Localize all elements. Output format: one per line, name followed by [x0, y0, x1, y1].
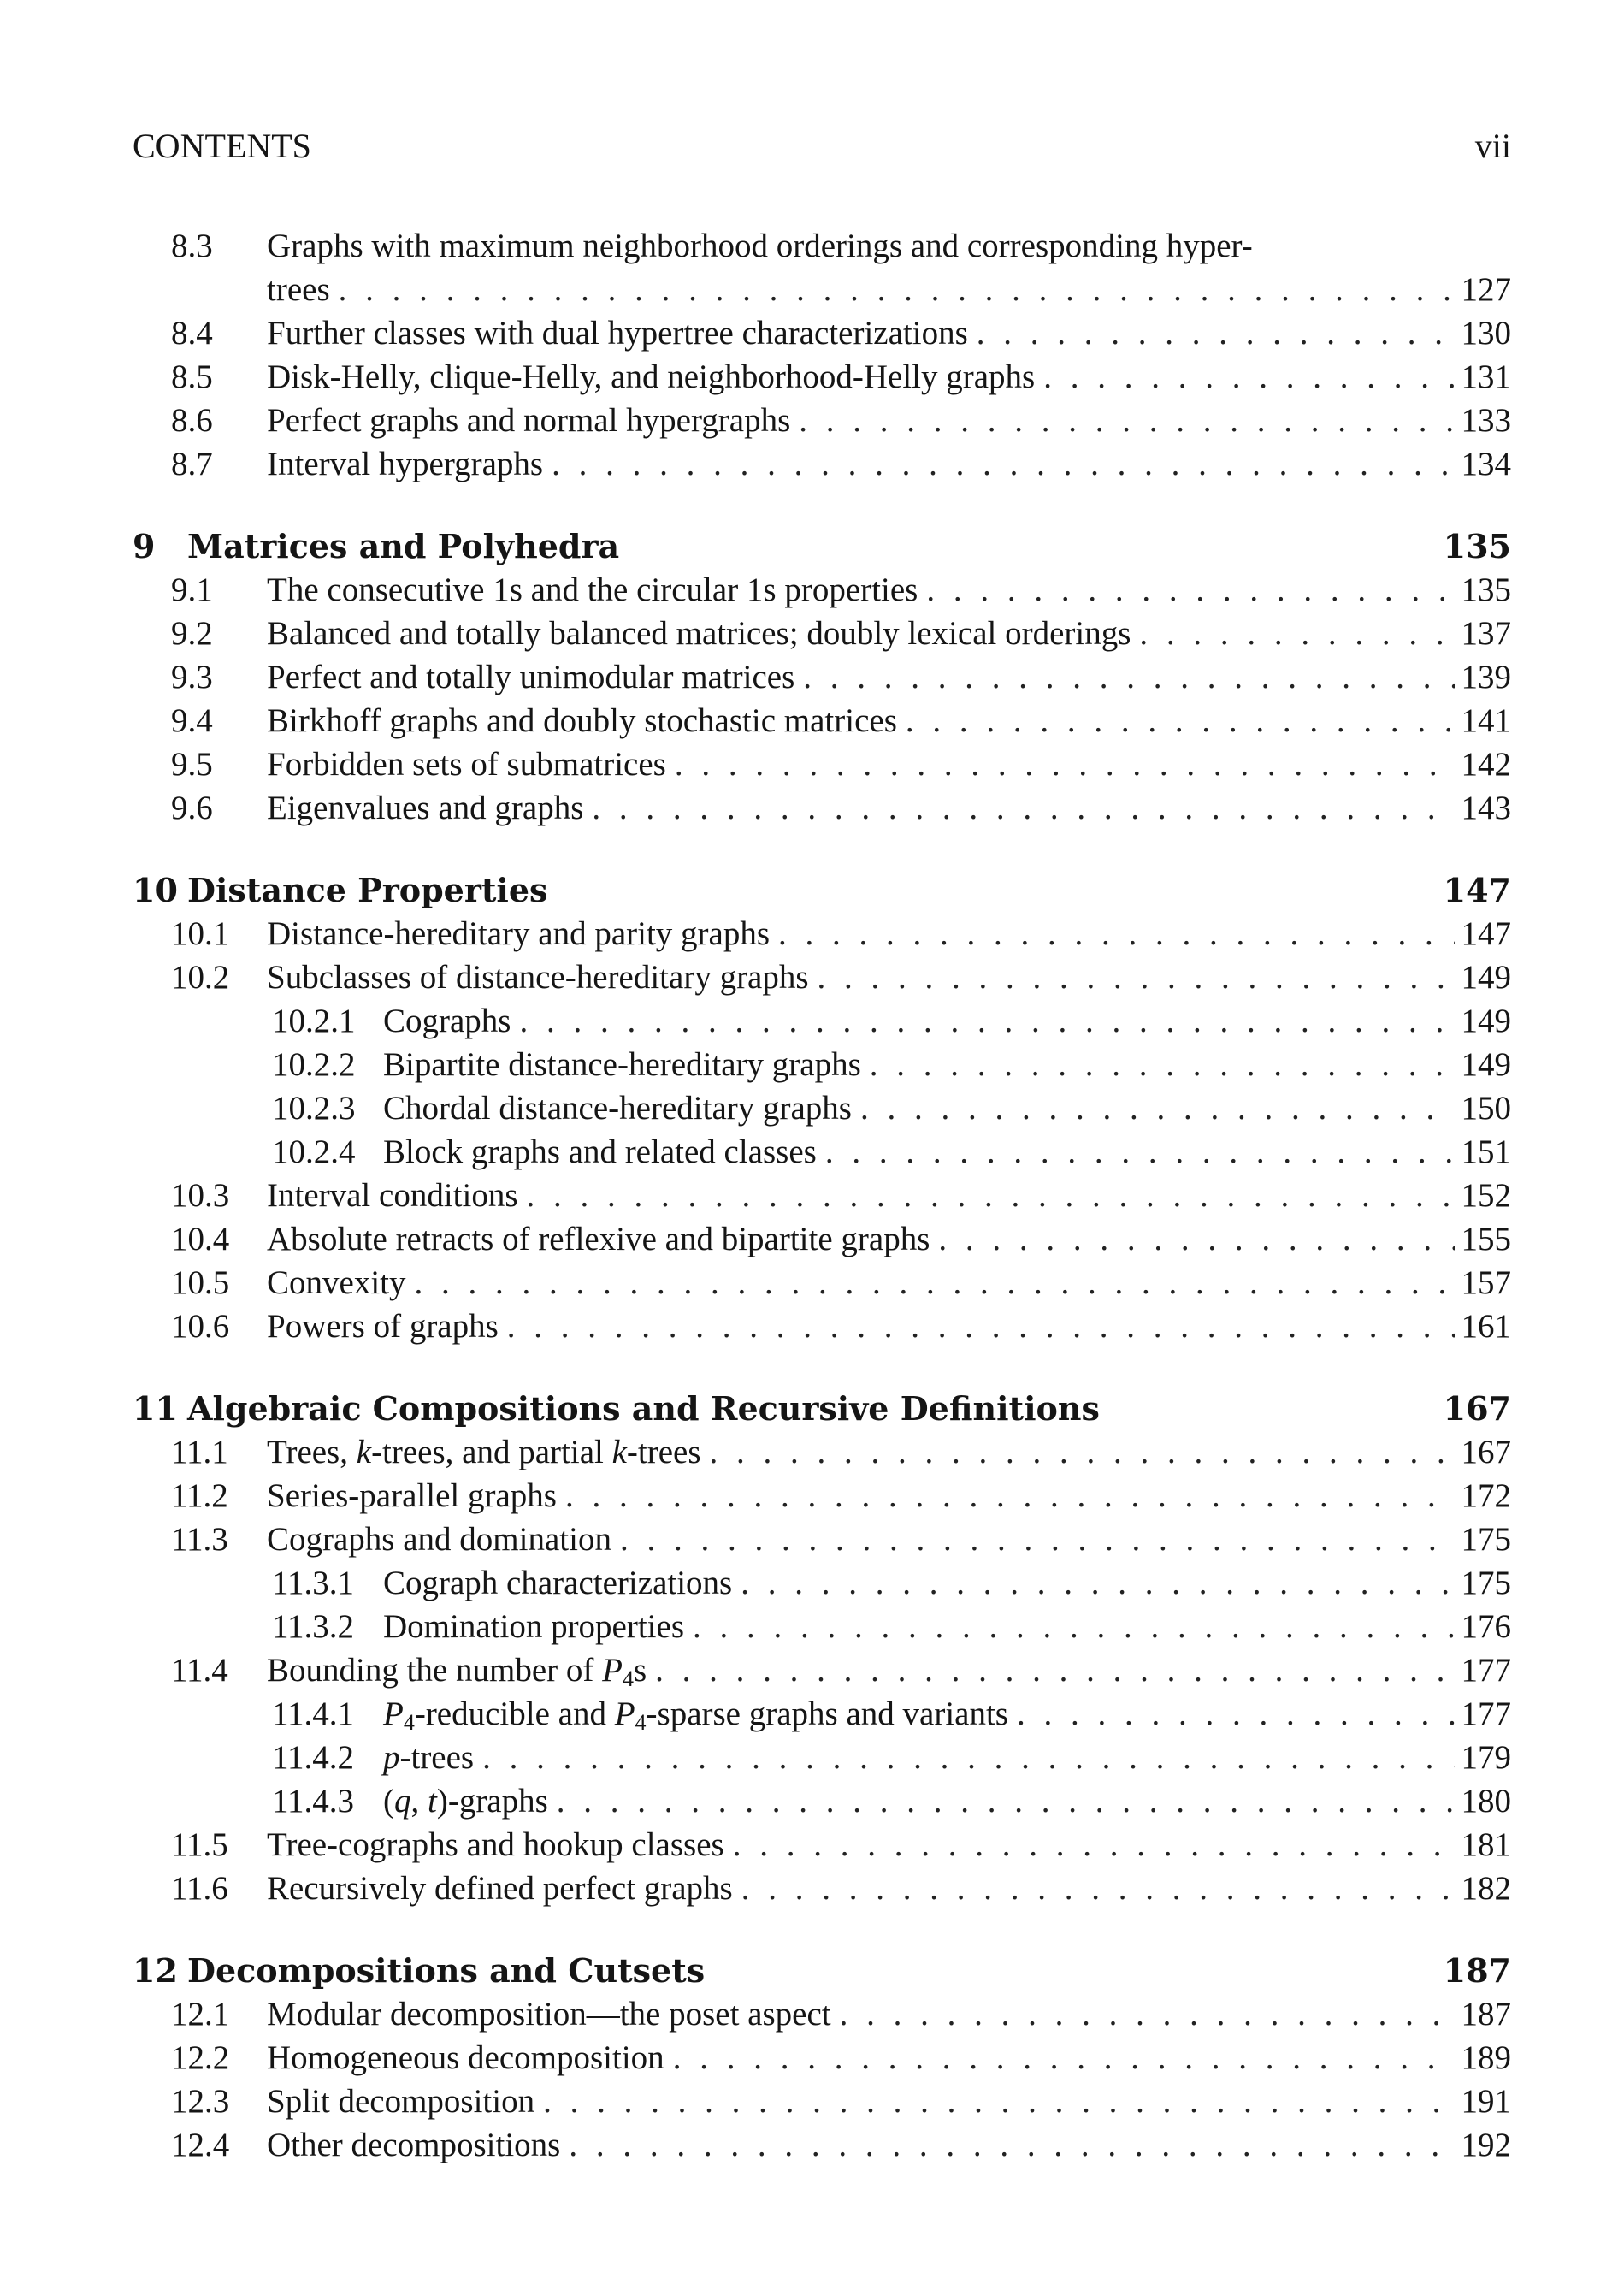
section-page: 151: [1461, 1133, 1511, 1170]
toc-entry: [133, 311, 1511, 355]
section-page: 139: [1461, 659, 1511, 695]
chapter-title: Decompositions and Cutsets: [187, 1951, 706, 1990]
dot-leader: [710, 1430, 1455, 1474]
section-page: 157: [1461, 1264, 1511, 1301]
section-number: 8.3: [171, 228, 213, 264]
dot-leader: [1017, 1692, 1455, 1736]
toc-entry: [133, 1518, 1511, 1561]
section-page: 181: [1461, 1826, 1511, 1863]
section-number: 10.2.4: [272, 1133, 356, 1170]
section-number: 10.2.2: [272, 1046, 356, 1083]
section-number: 12.2: [171, 2039, 230, 2076]
toc-entry: [133, 2036, 1511, 2080]
section-title: Cographs and domination: [267, 1521, 611, 1558]
dot-leader: [552, 442, 1454, 486]
section-number: 11.4: [171, 1652, 228, 1689]
chapter-page: 167: [1443, 1389, 1511, 1428]
section-number: 9.4: [171, 702, 213, 739]
section-page: 149: [1461, 1046, 1511, 1083]
section-page: 172: [1461, 1477, 1511, 1514]
toc-subentry: [133, 1561, 1511, 1605]
section-title: Bounding the number of $P_4s$: [267, 1652, 647, 1691]
dot-leader: [673, 2036, 1455, 2080]
section-title: Graphs with maximum neighborhood orderings and corresponding hyper-: [267, 228, 1253, 264]
section-number: 10.2.1: [272, 1003, 356, 1039]
section-page: 149: [1461, 1003, 1511, 1039]
section-number: 11.4.3: [272, 1783, 355, 1820]
table-of-contents: [133, 224, 1511, 2167]
section-number: 10.6: [171, 1308, 230, 1345]
section-title: Block graphs and related classes: [383, 1133, 817, 1170]
section-title: $P_4$-reducible and $P_4$-sparse graphs and variants: [383, 1695, 1008, 1735]
dot-leader: [778, 912, 1454, 956]
section-page: 137: [1461, 615, 1511, 652]
running-header-title: CONTENTS: [133, 126, 311, 165]
section-number: 9.1: [171, 571, 213, 608]
toc-entry: [133, 655, 1511, 699]
chapter-heading: [133, 524, 1511, 568]
chapter-heading: [133, 868, 1511, 912]
section-page: 131: [1461, 358, 1511, 395]
chapter-number: 9: [133, 527, 156, 565]
section-number: 11.3.1: [272, 1565, 355, 1601]
section-page: 135: [1461, 571, 1511, 608]
toc-entry: [133, 956, 1511, 999]
toc-entry: [133, 1474, 1511, 1518]
dot-leader: [655, 1648, 1454, 1692]
section-number: 11.6: [171, 1870, 228, 1907]
chapter-page: 147: [1443, 871, 1511, 909]
dot-leader: [733, 1823, 1455, 1867]
section-title: (q, t)-graphs: [383, 1783, 548, 1820]
section-number: 9.3: [171, 659, 213, 695]
dot-leader: [1043, 355, 1454, 399]
toc-subentry: [133, 1043, 1511, 1086]
dot-leader: [741, 1867, 1455, 1910]
dot-leader: [543, 2080, 1454, 2123]
section-title: Homogeneous decomposition: [267, 2039, 664, 2076]
dot-leader: [675, 743, 1455, 786]
dot-leader: [860, 1086, 1455, 1130]
section-number: 11.4.2: [272, 1739, 355, 1776]
section-page: 191: [1461, 2083, 1511, 2120]
section-number: 8.4: [171, 315, 213, 352]
section-title: Balanced and totally balanced matrices; doubly lexical orderings: [267, 615, 1131, 652]
toc-entry: [133, 1867, 1511, 1910]
section-title: Perfect graphs and normal hypergraphs: [267, 402, 791, 439]
dot-leader: [507, 1305, 1455, 1348]
section-page: 155: [1461, 1221, 1511, 1257]
section-number: 10.2: [171, 959, 230, 996]
dot-leader: [926, 568, 1454, 612]
dot-leader: [339, 268, 1455, 311]
section-title: Other decompositions: [267, 2127, 561, 2163]
chapter-title: Algebraic Compositions and Recursive Definitions: [187, 1389, 1100, 1428]
toc-entry-continuation: [133, 268, 1511, 311]
section-title: Interval conditions: [267, 1177, 518, 1214]
section-number: 10.1: [171, 915, 230, 952]
section-title: Interval hypergraphs: [267, 446, 544, 482]
toc-entry: [133, 743, 1511, 786]
section-number: 10.3: [171, 1177, 230, 1214]
section-title: Disk-Helly, clique-Helly, and neighborhood-Helly graphs: [267, 358, 1036, 395]
toc-entry: [133, 612, 1511, 655]
section-page: 150: [1461, 1090, 1511, 1127]
section-title: Recursively defined perfect graphs: [267, 1870, 733, 1907]
section-number: 11.5: [171, 1826, 228, 1863]
section-number: 11.1: [171, 1434, 228, 1470]
toc-entry: [133, 699, 1511, 743]
toc-entry: [133, 224, 1511, 268]
section-number: 11.2: [171, 1477, 228, 1514]
toc-entry: [133, 1217, 1511, 1261]
section-title: Series-parallel graphs: [267, 1477, 557, 1514]
dot-leader: [825, 1130, 1455, 1174]
dot-leader: [592, 786, 1454, 830]
section-title: Modular decomposition—the poset aspect: [267, 1996, 831, 2033]
dot-leader: [569, 2123, 1454, 2167]
toc-entry: [133, 442, 1511, 486]
section-title: Trees, k-trees, and partial k-trees: [267, 1434, 701, 1470]
section-title: Chordal distance-hereditary graphs: [383, 1090, 852, 1127]
section-page: 152: [1461, 1177, 1511, 1214]
chapter-heading: [133, 1949, 1511, 1992]
dot-leader: [557, 1779, 1455, 1823]
dot-leader: [741, 1561, 1454, 1605]
toc-entry: [133, 1174, 1511, 1217]
section-number: 8.5: [171, 358, 213, 395]
toc-subentry: [133, 1692, 1511, 1736]
section-page: 130: [1461, 315, 1511, 352]
running-header: [133, 121, 1511, 169]
dot-leader: [693, 1605, 1454, 1648]
section-page: 175: [1461, 1521, 1511, 1558]
dot-leader: [977, 311, 1455, 355]
toc-entry: [133, 1305, 1511, 1348]
dot-leader: [520, 999, 1455, 1043]
toc-entry: [133, 786, 1511, 830]
chapter-title: Matrices and Polyhedra: [187, 527, 620, 565]
section-number: 9.6: [171, 790, 213, 826]
section-page: 192: [1461, 2127, 1511, 2163]
section-page: 127: [1461, 271, 1511, 308]
toc-entry: [133, 568, 1511, 612]
section-number: 12.1: [171, 1996, 230, 2033]
toc-subentry: [133, 1779, 1511, 1823]
section-number: 11.3: [171, 1521, 228, 1558]
section-number: 12.4: [171, 2127, 230, 2163]
section-number: 8.6: [171, 402, 213, 439]
dot-leader: [527, 1174, 1455, 1217]
section-page: 175: [1461, 1565, 1511, 1601]
section-page: 141: [1461, 702, 1511, 739]
toc-subentry: [133, 1086, 1511, 1130]
section-title: Subclasses of distance-hereditary graphs: [267, 959, 809, 996]
section-title: Eigenvalues and graphs: [267, 790, 584, 826]
dot-leader: [840, 1992, 1455, 2036]
section-page: 161: [1461, 1308, 1511, 1345]
toc-subentry: [133, 1736, 1511, 1779]
section-title: Distance-hereditary and parity graphs: [267, 915, 771, 952]
section-page: 182: [1461, 1870, 1511, 1907]
section-page: 143: [1461, 790, 1511, 826]
toc-subentry: [133, 999, 1511, 1043]
dot-leader: [870, 1043, 1455, 1086]
dot-leader: [565, 1474, 1455, 1518]
section-page: 176: [1461, 1608, 1511, 1645]
section-page: 189: [1461, 2039, 1511, 2076]
chapter-number: 10: [133, 871, 178, 909]
chapter-number: 11: [133, 1389, 178, 1428]
toc-entry: [133, 1823, 1511, 1867]
section-title: Absolute retracts of reflexive and bipartite graphs: [267, 1221, 930, 1257]
section-number: 11.4.1: [272, 1695, 355, 1732]
section-title: Convexity: [267, 1264, 406, 1301]
toc-entry: [133, 2080, 1511, 2123]
toc-entry: [133, 1992, 1511, 2036]
section-title: p-trees: [383, 1739, 475, 1776]
toc-entry: [133, 2123, 1511, 2167]
toc-entry: [133, 1430, 1511, 1474]
chapter-number: 12: [133, 1951, 178, 1990]
section-title: Forbidden sets of submatrices: [267, 746, 666, 783]
section-title: Further classes with dual hypertree characterizations: [267, 315, 968, 352]
section-number: 11.3.2: [272, 1608, 355, 1645]
dot-leader: [818, 956, 1455, 999]
section-title: Cographs: [383, 1003, 511, 1039]
section-page: 177: [1461, 1652, 1511, 1689]
dot-leader: [799, 399, 1454, 442]
chapter-page: 187: [1443, 1951, 1511, 1990]
section-page: 180: [1461, 1783, 1511, 1820]
section-title: Split decomposition: [267, 2083, 535, 2120]
section-number: 8.7: [171, 446, 213, 482]
dot-leader: [1139, 612, 1454, 655]
section-number: 10.4: [171, 1221, 230, 1257]
dot-leader: [803, 655, 1454, 699]
section-page: 187: [1461, 1996, 1511, 2033]
section-page: 134: [1461, 446, 1511, 482]
chapter-page: 135: [1443, 527, 1511, 565]
section-title: Domination properties: [383, 1608, 685, 1645]
section-page: 167: [1461, 1434, 1511, 1470]
toc-entry: [133, 912, 1511, 956]
toc-entry: [133, 399, 1511, 442]
section-title: The consecutive 1s and the circular 1s properties: [267, 571, 918, 608]
section-page: 149: [1461, 959, 1511, 996]
dot-leader: [482, 1736, 1454, 1779]
section-title: Tree-cographs and hookup classes: [267, 1826, 724, 1863]
section-title: Cograph characterizations: [383, 1565, 733, 1601]
toc-subentry: [133, 1605, 1511, 1648]
toc-entry: [133, 1648, 1511, 1692]
dot-leader: [415, 1261, 1455, 1305]
section-title: Birkhoff graphs and doubly stochastic matrices: [267, 702, 897, 739]
section-page: 177: [1461, 1695, 1511, 1732]
section-page: 179: [1461, 1739, 1511, 1776]
section-title: Bipartite distance-hereditary graphs: [383, 1046, 861, 1083]
section-title: Perfect and totally unimodular matrices: [267, 659, 795, 695]
section-page: 142: [1461, 746, 1511, 783]
dot-leader: [620, 1518, 1455, 1561]
chapter-title: Distance Properties: [187, 871, 548, 909]
section-number: 9.2: [171, 615, 213, 652]
section-number: 12.3: [171, 2083, 230, 2120]
section-title: Powers of graphs: [267, 1308, 499, 1345]
page-number: vii: [1474, 126, 1511, 165]
toc-subentry: [133, 1130, 1511, 1174]
section-number: 10.5: [171, 1264, 230, 1301]
dot-leader: [938, 1217, 1454, 1261]
section-page: 147: [1461, 915, 1511, 952]
section-page: 133: [1461, 402, 1511, 439]
dot-leader: [906, 699, 1455, 743]
chapter-heading: [133, 1387, 1511, 1430]
toc-entry: [133, 355, 1511, 399]
section-title-continued: trees: [267, 271, 330, 308]
toc-entry: [133, 1261, 1511, 1305]
section-number: 10.2.3: [272, 1090, 356, 1127]
section-number: 9.5: [171, 746, 213, 783]
